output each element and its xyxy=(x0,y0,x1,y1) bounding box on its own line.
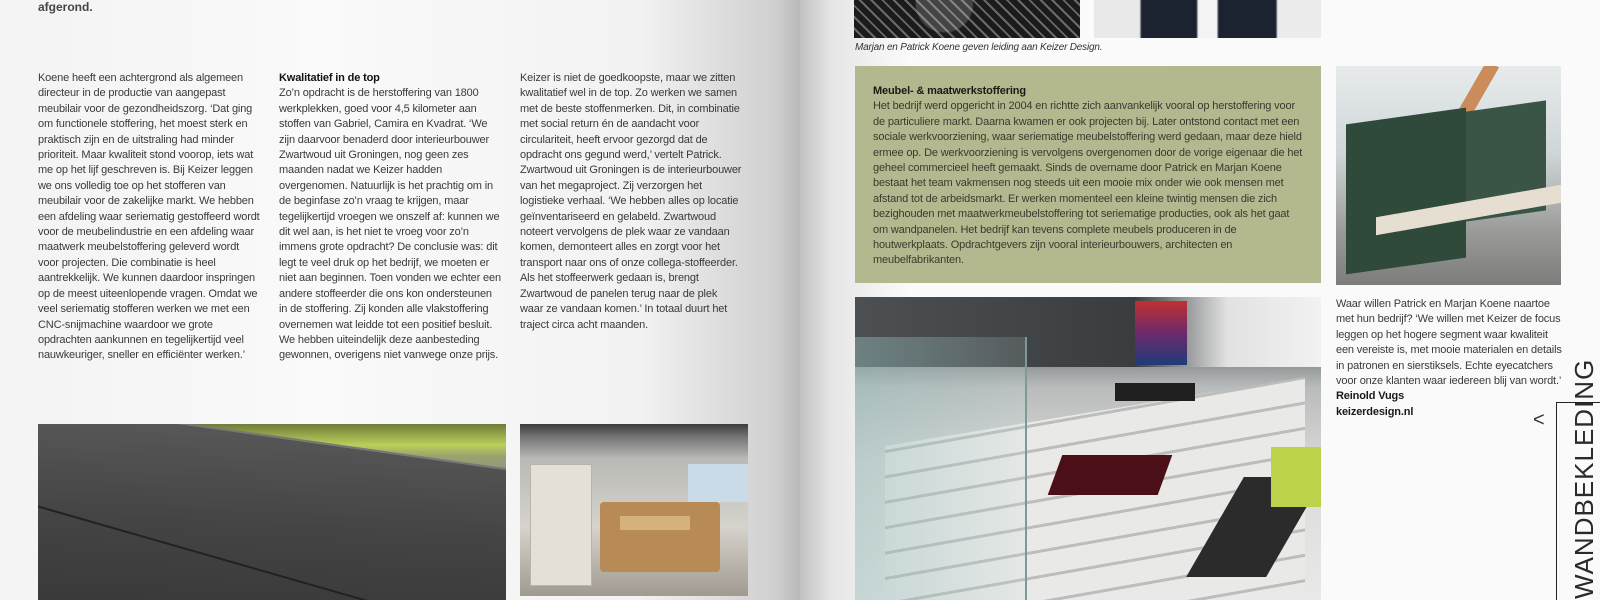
portrait-patrick-photo xyxy=(1094,0,1321,38)
section-tab-label: WANDBEKLEDING xyxy=(1569,358,1599,599)
seating-booth-photo xyxy=(520,424,748,596)
green-wall-shape xyxy=(1271,447,1321,507)
blouse-pattern xyxy=(854,0,1080,38)
column-1-text: Koene heeft een achtergrond als algemeen directeur in de productie van aangepast meubilair voor de gezondheidszorg. ‘Dat ging om functionele stoffering, het moest sterk en praktisch zijn en de uitstraling had minder prioriteit. Maar kwaliteit stond voorop, iets wat me op het lijf geschreven is. Bij Keizer leggen we ons volledig toe op het stofferen van meubilair voor de zakelijke markt. We hebben een afdeling waar seriematig gestoffeerd wordt voor de meubelindustrie en een afdeling waar maatwerk meubelstoffering geleverd wordt voor projecten. Die combinatie is heel aantrekkelijk. We kunnen daardoor inspringen op de meest uiteenlopende vragen. Omdat we veel seriematig stofferen werken we met een CNC-snijmachine waardoor we grote opdrachten aankunnen en tegelijkertijd veel nauwkeuriger, sneller en efficiënter werken.’ xyxy=(38,72,260,362)
author-name: Reinold Vugs xyxy=(1336,390,1405,403)
red-cushion-shape xyxy=(1048,455,1173,495)
section-heading-kwalitatief: Kwalitatief in de top xyxy=(279,72,380,84)
info-box xyxy=(855,66,1321,283)
chevron-left-icon[interactable]: < xyxy=(1533,409,1545,431)
article-column-3 xyxy=(520,71,742,333)
stairs-interior-photo xyxy=(855,297,1321,600)
column-2-text: Zo’n opdracht is de herstoffering van 1800 werkplekken, goed voor 4,5 kilometer aan stoffen van Gabriel, Camira en Kvadrat. ‘We zijn daarvoor benaderd door interieurbouwer Zwartwoud uit Groningen, nog geen zes maanden nadat we Keizer hadden overgenomen. Natuurlijk is het prachtig om in de beginfase zo’n vraag te krijgen, maar tegelijkertijd vroegen we onszelf af: kunnen we dit wel aan, is het niet te vroeg voor zo’n immens grote opdracht? De conclusie was: dit legt te veel druk op het bedrijf, we moeten er niet aan beginnen. Toen vonden we echter een andere stoffeerder die ons kon ondersteunen in de stoffering. Zij konden alle vlakstoffering overnemen wat leidde tot een positief besluit. We hebben uiteindelijk deze aanbesteding gewonnen, overigens niet vanwege onze prijs. xyxy=(279,87,501,362)
section-side-tab[interactable] xyxy=(1533,358,1600,600)
glass-railing-shape xyxy=(855,337,1027,600)
article-column-1 xyxy=(38,71,260,364)
desk-panel-photo xyxy=(1336,66,1561,285)
bench-shape xyxy=(1115,383,1195,401)
intro-end-text: afgerond. xyxy=(38,0,93,14)
column-3-text: Keizer is niet de goedkoopste, maar we zitten kwalitatief wel in de top. Zo werken we samen met de beste stoffenmerken. Dit, in combinatie met social return én de aandacht voor circulariteit, heeft ervoor gezorgd dat de opdracht ons gegund werd,’ vertelt Patrick. Zwartwoud uit Groningen is de interieurbouwer van het megaproject. Zij verzorgen het logistieke verhaal. ‘We hebben alles op locatie geïnventariseerd en gelabeld. Zwartwoud noteert vervolgens de plek waar ze vandaan komen, demonteert alles en zorgt voor het transport naar ons of onze collega-stoffeerder. Als het stoffeerwerk gedaan is, brengt Zwartwoud de panelen terug naar de plek waar ze vandaan komen.’ In totaal duurt het traject circa acht maanden. xyxy=(520,72,742,331)
closing-column xyxy=(1336,297,1564,420)
article-column-2 xyxy=(279,71,501,364)
info-box-heading: Meubel- & maatwerkstoffering xyxy=(873,85,1026,97)
green-panel-shape xyxy=(1346,108,1466,275)
booth-table-shape xyxy=(620,516,690,530)
cabinet-shape xyxy=(530,464,592,586)
portrait-marjan-photo xyxy=(854,0,1080,38)
photo-caption: Marjan en Patrick Koene geven leiding aan Keizer Design. xyxy=(855,42,1103,53)
bench-cushion-photo xyxy=(38,424,506,600)
info-box-text: Het bedrijf werd opgericht in 2004 en richtte zich aanvankelijk vooral op herstoffering voor de particuliere markt. Daarna kwamen er ook projecten bij. Later ontstond contact met een sociale werkvoorziening, waar seriematige meubelstoffering werd gedaan, maar deze hield ermee op. De werkvoorziening is vervolgens overgenomen door de vorige eigenaar die het geheel commercieel heeft gemaakt. Sinds de overname door Patrick en Marjan Koene bestaat het team vakmensen nog steeds uit een mooie mix onder wie ook mensen met afstand tot de arbeidsmarkt. Er werken momenteel een kleine twintig mensen die zich bezighouden met maatwerkmeubelstoffering tot seriematige producties, ook als het gaat om wandpanelen. Het bedrijf kan tevens complete meubels produceren in de houtwerkplaats. Opdrachtgevers zijn vooral interieurbouwers, architecten en meubelfabrikanten. xyxy=(873,100,1303,267)
display-screen-shape xyxy=(1135,301,1187,365)
closing-text: Waar willen Patrick en Marjan Koene naartoe met hun bedrijf? ‘We willen met Keizer de focus leggen op het hogere segment waar kwaliteit een vereiste is, met mooie materialen en details in patronen en sierstiksels. Echte eyecatchers voor onze klanten waar iedereen blij van wordt.’ xyxy=(1336,298,1562,388)
website-link[interactable]: keizerdesign.nl xyxy=(1336,405,1414,418)
booth-seat-shape xyxy=(600,502,720,572)
window-shape xyxy=(688,464,748,502)
